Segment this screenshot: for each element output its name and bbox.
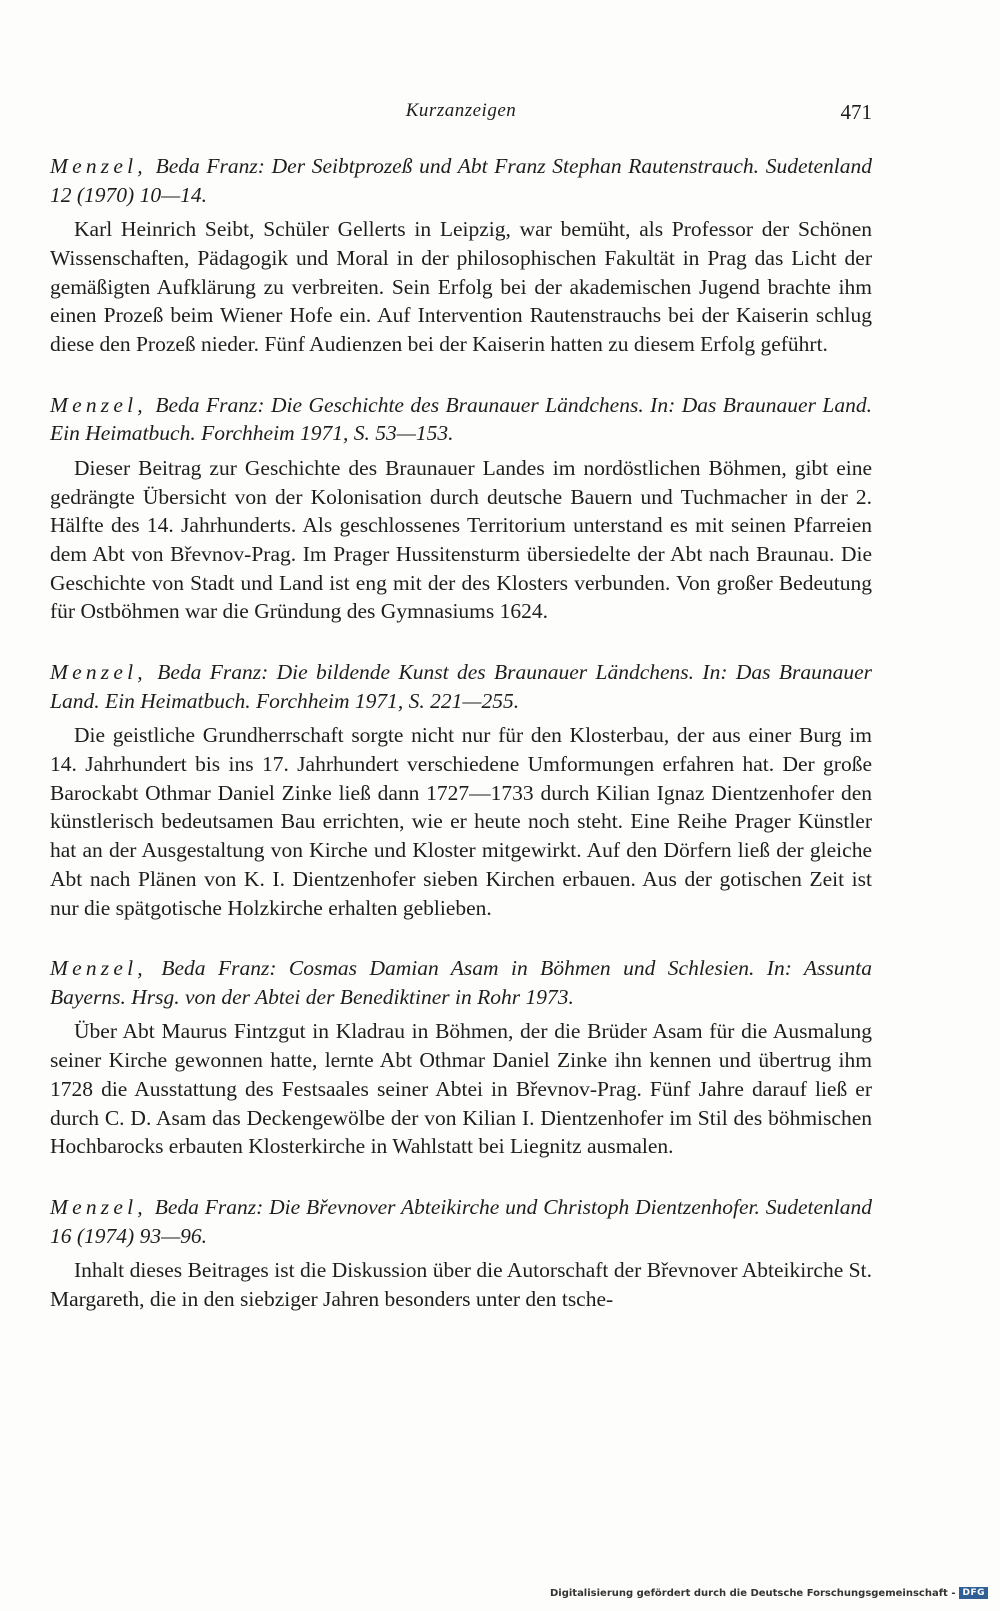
citation bbox=[50, 954, 872, 1011]
citation bbox=[50, 152, 872, 209]
citation bbox=[50, 1193, 872, 1250]
summary: Inhalt dieses Beitrages ist die Diskussion über die Autorschaft der Břevnover Abteikirche St. Margareth, die in den siebziger Jahren besonders unter den tsche- bbox=[50, 1258, 872, 1311]
review-entry bbox=[50, 1193, 872, 1314]
summary: Karl Heinrich Seibt, Schüler Gellerts in Leipzig, war bemüht, als Professor der Schönen Wissenschaften, Pädagogik und Moral in der philosophischen Fakultät in Prag das Licht der gemäßigten Aufklärung zu verbreiten. Sein Erfolg bei der akademischen Jugend brachte ihm einen Prozeß beim Wiener Hofe ein. Auf Intervention Rautenstrauchs bei der Kaiserin schlug diese den Prozeß nieder. Fünf Audienzen bei der Kaiserin hatten zu diesem Erfolg geführt. bbox=[50, 217, 872, 356]
review-entry bbox=[50, 954, 872, 1161]
review-entry bbox=[50, 152, 872, 359]
citation-text: Beda Franz: Cosmas Damian Asam in Böhmen und Schlesien. In: Assunta Bayerns. Hrsg. von der Abtei der Benediktiner in Rohr 1973. bbox=[50, 956, 873, 1009]
review-entry bbox=[50, 658, 872, 922]
author-name: Menzel, bbox=[50, 956, 147, 981]
citation bbox=[50, 658, 872, 715]
summary: Dieser Beitrag zur Geschichte des Braunauer Landes im nordöstlichen Böhmen, gibt eine gedrängte Übersicht von der Kolonisation durch deutsche Bauern und Tuchmacher in der 2. Hälfte des 14. Jahrhunderts. Als geschlossenes Territorium unterstand es mit seinen Pfarreien dem Abt von Břevnov-Prag. Im Prager Hussitensturm übersiedelte der Abt nach Braunau. Die Geschichte von Stadt und Land ist eng mit der des Klosters verbunden. Von großer Bedeutung für Ostböhmen war die Gründung des Gymnasiums 1624. bbox=[50, 455, 872, 624]
review-entry bbox=[50, 391, 872, 626]
running-title: Kurzanzeigen bbox=[405, 100, 517, 121]
summary: Über Abt Maurus Fintzgut in Kladrau in Böhmen, der die Brüder Asam für die Ausmalung seiner Kirche gewonnen hatte, lernte Abt Othmar Daniel Zinke ihn kennen und übertrug ihm 1728 die Ausstattung des Festsaales seiner Abtei in Břevnov-Prag. Fünf Jahre darauf ließ er durch C. D. Asam das Deckengewölbe der von Kilian I. Dientzenhofer im Stil des böhmischen Hochbarocks erbauten Klosterkirche in Wahlstatt bei Liegnitz ausmalen. bbox=[50, 1019, 872, 1159]
author-name: Menzel, bbox=[50, 1194, 147, 1219]
author-name: Menzel, bbox=[50, 660, 147, 685]
citation-text: Beda Franz: Der Seibtprozeß und Abt Franz Stephan Rautenstrauch. Sudetenland 12 (1970) 10—14. bbox=[50, 154, 873, 207]
author-name: Menzel, bbox=[50, 154, 147, 178]
running-head bbox=[50, 100, 872, 130]
review-list bbox=[50, 152, 872, 1346]
citation-text: Beda Franz: Die Geschichte des Braunauer Ländchens. In: Das Braunauer Land. Ein Heimatbuch. Forchheim 1971, S. 53—153. bbox=[50, 392, 872, 446]
citation-text: Beda Franz: Die bildende Kunst des Braunauer Ländchens. In: Das Braunauer Land. Ein Heimatbuch. Forchheim 1971, S. 221—255. bbox=[50, 660, 872, 713]
dfg-logo: DFG bbox=[959, 1587, 988, 1599]
digitization-footer bbox=[550, 1585, 988, 1601]
citation bbox=[50, 391, 872, 448]
summary: Die geistliche Grundherrschaft sorgte nicht nur für den Klosterbau, der aus einer Burg im 14. Jahrhundert bis ins 17. Jahrhundert verschiedene Umformungen erfahren hat. Der große Barockabt Othmar Daniel Zinke ließ dann 1727—1733 durch Kilian Ignaz Dientzenhofer den künstlerisch bedeutsamen Bau errichten, wie er heute noch steht. Eine Reihe Prager Künstler hat an der Ausgestaltung von Kirche und Kloster mitgewirkt. Auf den Dörfern ließ der gleiche Abt nach Plänen von K. I. Dientzenhofer sieben Kirchen erbauen. Aus der gotischen Zeit ist nur die spätgotische Holzkirche erhalten geblieben. bbox=[50, 723, 872, 920]
author-name: Menzel, bbox=[50, 392, 147, 417]
citation-text: Beda Franz: Die Břevnover Abteikirche und Christoph Dientzenhofer. Sudetenland 16 (1974) 93—96. bbox=[50, 1194, 872, 1248]
digitization-credit: Digitalisierung gefördert durch die Deutsche Forschungsgemeinschaft - bbox=[549, 1587, 956, 1599]
page-number: 471 bbox=[840, 100, 872, 124]
